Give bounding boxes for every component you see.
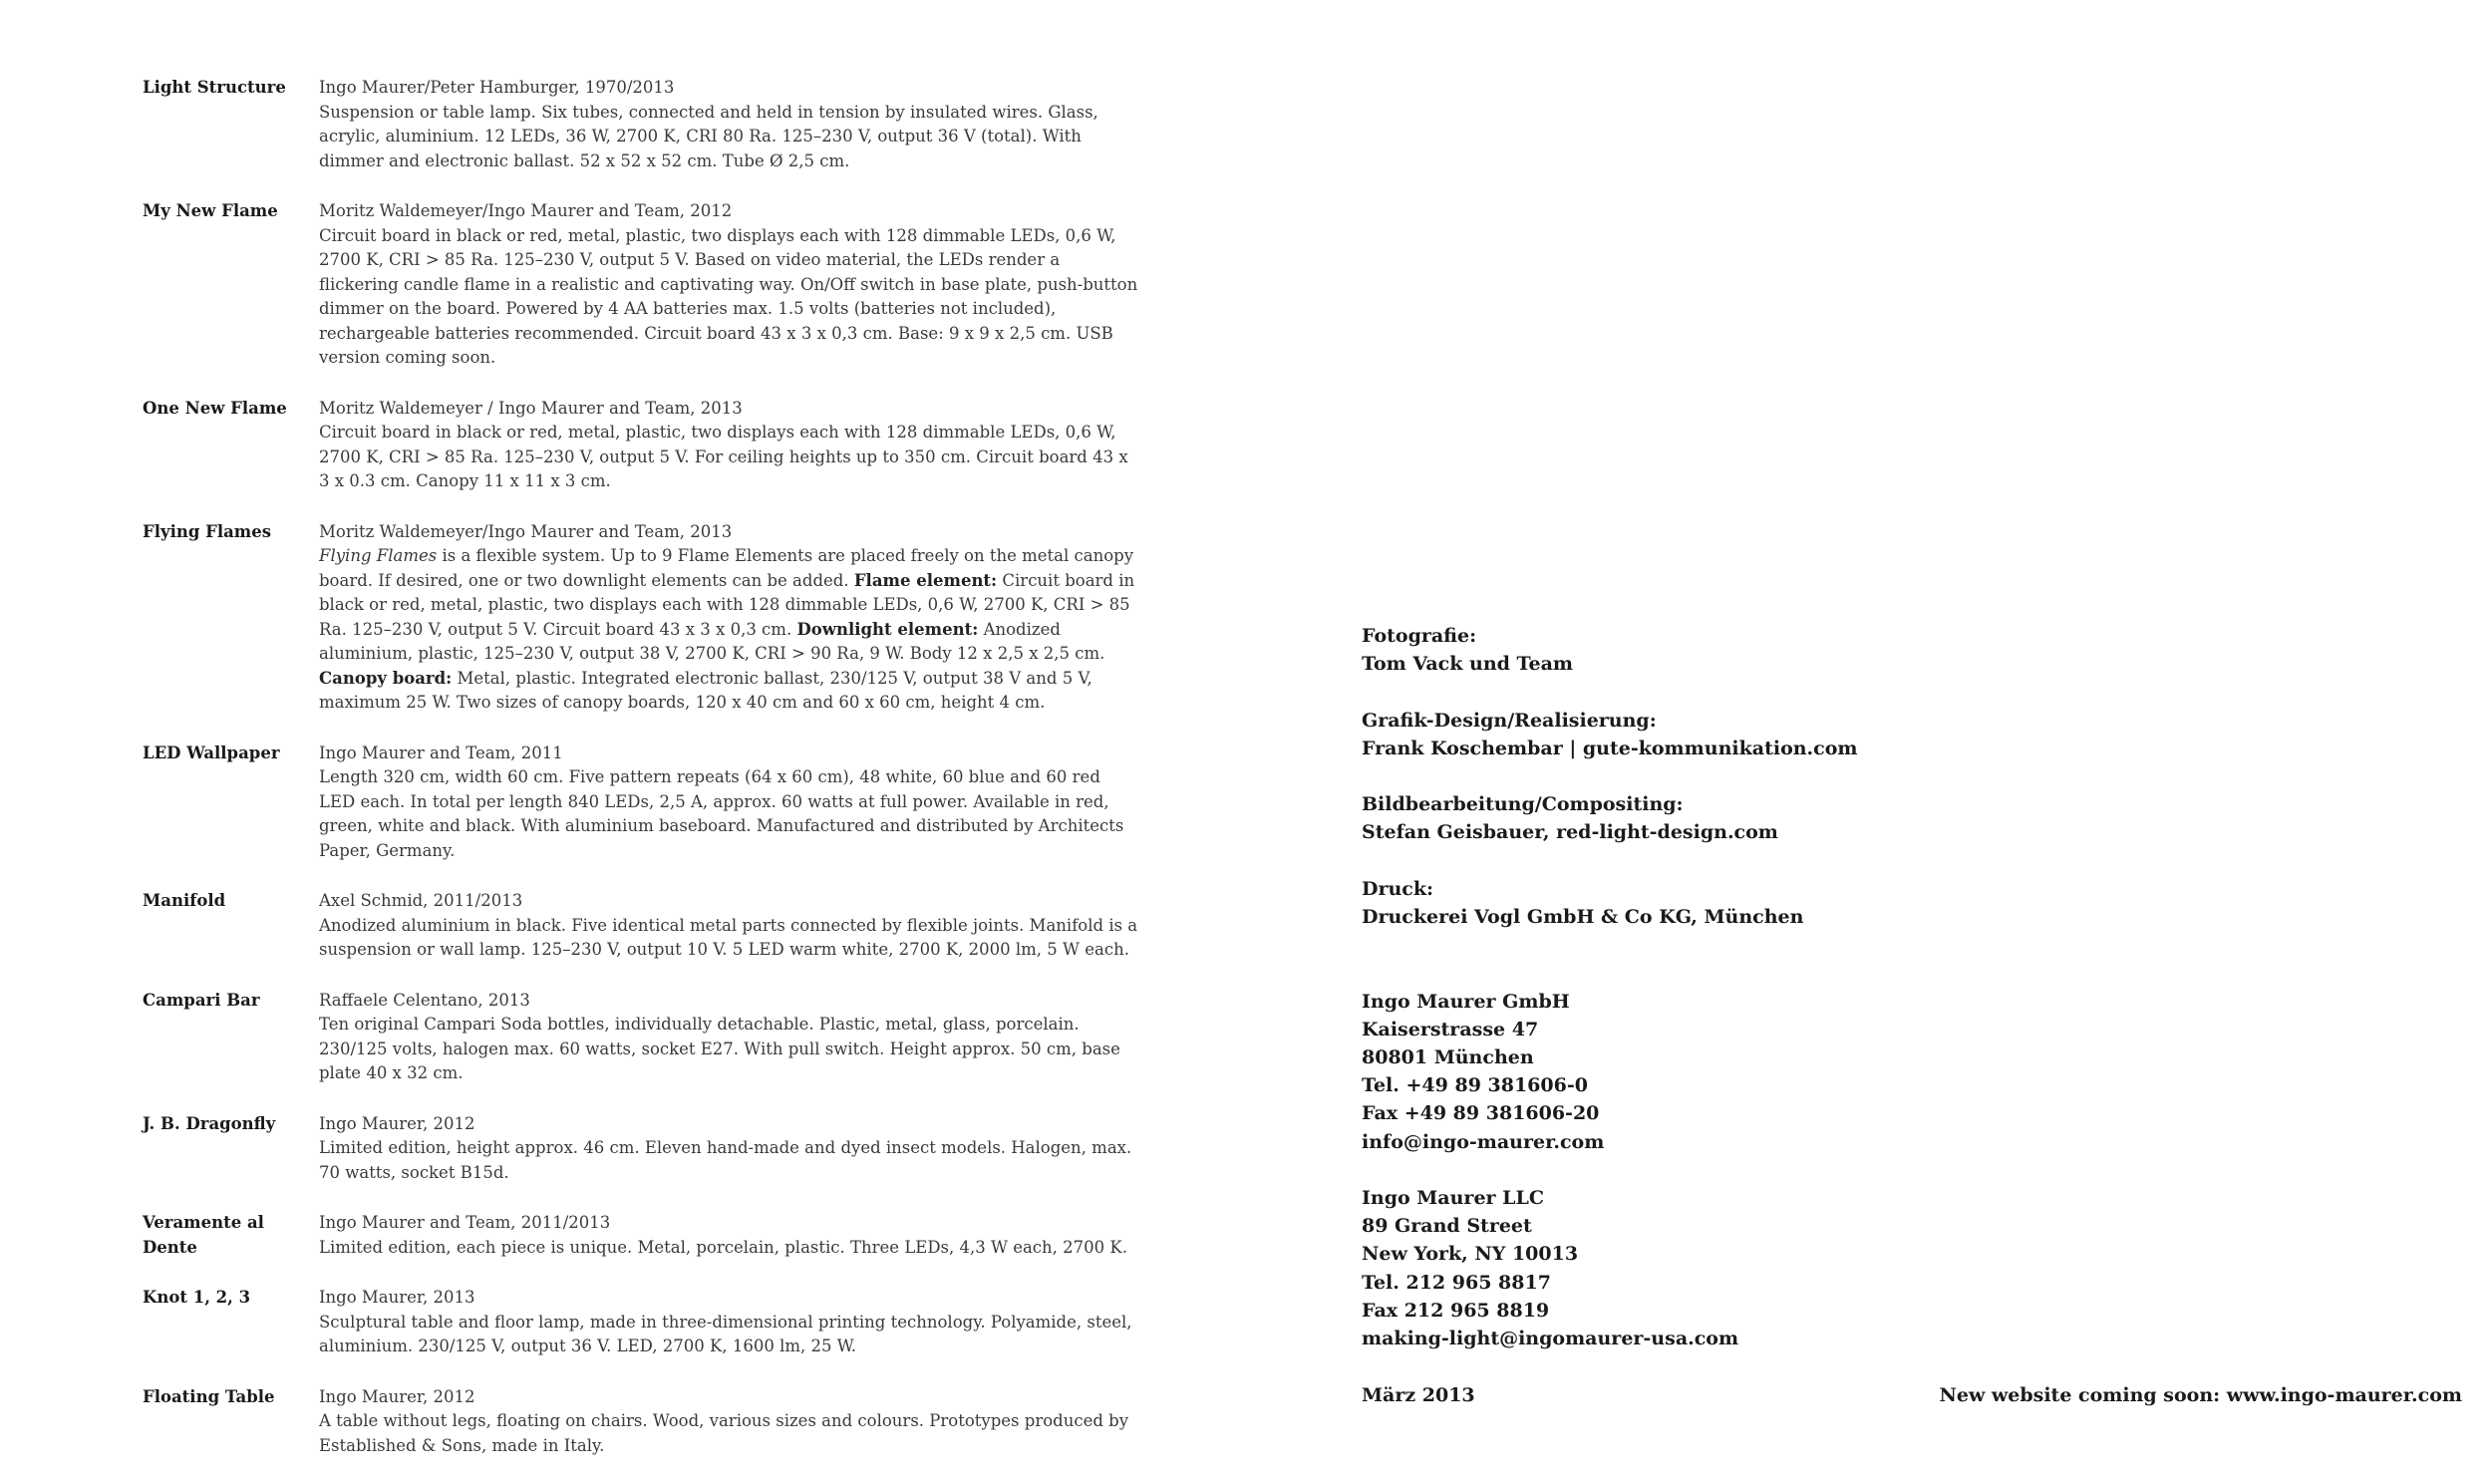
- product-spec-text: [319, 544, 1139, 716]
- product-spec-text: [319, 1136, 1139, 1185]
- address-email: making-light@ingomaurer-usa.com: [1362, 1328, 1739, 1349]
- product-name: LED Wallpaper: [143, 742, 280, 762]
- product-entry: [143, 889, 1139, 963]
- credit-design-value: Frank Koschembar | gute-kommunikation.com: [1362, 737, 1858, 759]
- product-name: Floating Table: [143, 1386, 275, 1406]
- product-designer: Ingo Maurer and Team, 2011: [319, 742, 563, 762]
- spec-text: Metal, plastic. Integrated electronic ballast, 230/125 V, output 38 V and 5 V, maximum 25 W. Two sizes of canopy boards, 120 x 40 cm and 60 x 60 cm, height 4 cm.: [319, 668, 1092, 712]
- product-entry: [143, 1385, 1139, 1459]
- product-entry: [143, 1286, 1139, 1359]
- product-spec-text: [319, 1311, 1139, 1359]
- product-designer: Axel Schmid, 2011/2013: [319, 891, 523, 910]
- product-description: [319, 1385, 1139, 1459]
- product-designer: Moritz Waldemeyer/Ingo Maurer and Team, 2013: [319, 521, 733, 541]
- spec-text: Anodized aluminium in black. Five identical metal parts connected by flexible joints. Manifold is a suspension or wall lamp. 125–230 V, output 10 V. 5 LED warm white, 2700 K, 2000 lm, 5 W each.: [319, 915, 1138, 959]
- product-entry: [143, 76, 1139, 173]
- product-description: [319, 76, 1139, 173]
- product-spec-text: [319, 224, 1139, 371]
- credit-print-value: Druckerei Vogl GmbH & Co KG, München: [1362, 905, 1804, 928]
- spec-heading: Flame element:: [853, 570, 998, 590]
- spec-text: Sculptural table and floor lamp, made in three-dimensional printing technology. Polyamide, steel, aluminium. 230/125 V, output 36 V. LED, 2700 K, 1600 lm, 25 W.: [319, 1312, 1132, 1355]
- address-line: Kaiserstrasse 47: [1362, 1018, 1539, 1040]
- address-llc: [1362, 1184, 2059, 1352]
- product-designer: Moritz Waldemeyer/Ingo Maurer and Team, 2012: [319, 201, 733, 220]
- spec-text: Limited edition, each piece is unique. Metal, porcelain, plastic. Three LEDs, 4,3 W each, 2700 K.: [319, 1237, 1127, 1257]
- product-title-italic: Flying Flames: [319, 546, 438, 565]
- address-phone: Tel. +49 89 381606-0: [1362, 1074, 1588, 1097]
- product-entry: [143, 1211, 1139, 1260]
- credit-photo-value: Tom Vack und Team: [1362, 653, 1573, 676]
- product-designer: Ingo Maurer, 2013: [319, 1288, 475, 1307]
- product-name: One New Flame: [143, 398, 287, 418]
- product-description: [319, 1112, 1139, 1186]
- address-fax: Fax 212 965 8819: [1362, 1299, 1550, 1322]
- product-name: Light Structure: [143, 78, 286, 97]
- product-designer: Ingo Maurer/Peter Hamburger, 1970/2013: [319, 78, 675, 97]
- address-line: 80801 München: [1362, 1045, 1534, 1068]
- product-entry: [143, 397, 1139, 494]
- credit-design: [1362, 707, 2059, 762]
- address-email: info@ingo-maurer.com: [1362, 1130, 1605, 1153]
- product-spec-text: [319, 101, 1139, 174]
- product-spec-text: [319, 1409, 1139, 1458]
- product-designer: Ingo Maurer, 2012: [319, 1386, 475, 1406]
- spec-text: is a flexible system. Up to 9 Flame Elements are placed freely on the metal canopy board. If desired, one or two downlight elements can be added.: [319, 546, 1134, 590]
- product-spec-text: [319, 421, 1139, 494]
- product-description: [319, 199, 1139, 371]
- address-line: 89 Grand Street: [1362, 1215, 1532, 1238]
- product-name: Veramente al Dente: [143, 1213, 264, 1257]
- product-description: [319, 889, 1139, 963]
- product-description: [319, 397, 1139, 494]
- spec-text: Circuit board in black or red, metal, plastic, two displays each with 128 dimmable LEDs, 0,6 W, 2700 K, CRI > 85 Ra. 125–230 V, output 5 V. Circuit board 43 x 3 x 0,3 cm.: [319, 570, 1135, 639]
- address-line: Ingo Maurer LLC: [1362, 1186, 1544, 1209]
- product-designer: Ingo Maurer and Team, 2011/2013: [319, 1213, 611, 1232]
- spec-text: Length 320 cm, width 60 cm. Five pattern repeats (64 x 60 cm), 48 white, 60 blue and 60 red LED each. In total per length 840 LEDs, 2,5 A, approx. 60 watts at full power. Available in red, green, white and black. With aluminium baseboard. Manufactured and distributed by Architects Paper, Germany.: [319, 767, 1124, 860]
- product-description: [319, 520, 1139, 716]
- spec-text: Suspension or table lamp. Six tubes, connected and held in tension by insulated wires. Glass, acrylic, aluminium. 12 LEDs, 36 W, 2700 K, CRI 80 Ra. 125–230 V, output 36 V (total). With dimmer and electronic ballast. 52 x 52 x 52 cm. Tube Ø 2,5 cm.: [319, 102, 1098, 170]
- product-spec-text: [319, 914, 1139, 963]
- product-spec-text: [319, 1236, 1139, 1261]
- footer-date: März 2013: [1362, 1384, 1475, 1406]
- product-entry: [143, 989, 1139, 1086]
- spec-text: Limited edition, height approx. 46 cm. Eleven hand-made and dyed insect models. Halogen, max. 70 watts, socket B15d.: [319, 1138, 1132, 1182]
- address-phone: Tel. 212 965 8817: [1362, 1271, 1551, 1294]
- product-designer: Moritz Waldemeyer / Ingo Maurer and Team, 2013: [319, 398, 743, 418]
- address-line: Ingo Maurer GmbH: [1362, 990, 1570, 1013]
- product-description: [319, 1211, 1139, 1260]
- credit-imaging-label: Bildbearbeitung/Compositing:: [1362, 793, 1684, 816]
- product-spec-text: [319, 765, 1139, 863]
- product-entry: [143, 520, 1139, 716]
- spec-heading: Downlight element:: [796, 619, 979, 639]
- product-spec-text: [319, 1013, 1139, 1086]
- address-gmbh: [1362, 988, 2059, 1156]
- product-name: Campari Bar: [143, 990, 260, 1010]
- product-name: Flying Flames: [143, 521, 272, 541]
- spec-text: Circuit board in black or red, metal, plastic, two displays each with 128 dimmable LEDs, 0,6 W, 2700 K, CRI > 85 Ra. 125–230 V, output 5 V. Based on video material, the LEDs render a flickering candle flame in a realistic and captivating way. On/Off switch in base plate, push-button dimmer on the board. Powered by 4 AA batteries max. 1.5 volts (batteries not included), rechargeable batteries recommended. Circuit board 43 x 3 x 0,3 cm. Base: 9 x 9 x 2,5 cm. USB version coming soon.: [319, 225, 1138, 367]
- spec-text: Anodized aluminium, plastic, 125–230 V, output 38 V, 2700 K, CRI > 90 Ra, 9 W. Body 12 x 2,5 x 2,5 cm.: [319, 619, 1105, 663]
- footer-website: New website coming soon: www.ingo-maurer.com: [1939, 1384, 2462, 1406]
- product-designer: Raffaele Celentano, 2013: [319, 990, 530, 1010]
- credits-column: [1362, 622, 2059, 1380]
- product-entry: [143, 1112, 1139, 1186]
- product-name: J. B. Dragonfly: [143, 1113, 276, 1133]
- credit-print-label: Druck:: [1362, 877, 1434, 900]
- spec-text: A table without legs, floating on chairs. Wood, various sizes and colours. Prototypes produced by Established & Sons, made in Italy.: [319, 1411, 1129, 1455]
- credit-photo-label: Fotografie:: [1362, 625, 1477, 647]
- credit-imaging-value: Stefan Geisbauer, red-light-design.com: [1362, 821, 1778, 844]
- address-fax: Fax +49 89 381606-20: [1362, 1102, 1600, 1125]
- product-list: [143, 76, 1139, 1484]
- product-description: [319, 742, 1139, 864]
- product-name: My New Flame: [143, 201, 278, 220]
- product-description: [319, 1286, 1139, 1359]
- credit-design-label: Grafik-Design/Realisierung:: [1362, 709, 1657, 732]
- product-name: Manifold: [143, 891, 226, 910]
- product-designer: Ingo Maurer, 2012: [319, 1113, 475, 1133]
- product-description: [319, 989, 1139, 1086]
- spec-heading: Canopy board:: [319, 668, 453, 688]
- address-line: New York, NY 10013: [1362, 1243, 1579, 1266]
- credit-photo: [1362, 622, 2059, 678]
- spec-text: Circuit board in black or red, metal, plastic, two displays each with 128 dimmable LEDs, 0,6 W, 2700 K, CRI > 85 Ra. 125–230 V, output 5 V. For ceiling heights up to 350 cm. Circuit board 43 x 3 x 0.3 cm. Canopy 11 x 11 x 3 cm.: [319, 423, 1128, 490]
- credit-imaging: [1362, 790, 2059, 846]
- spec-text: Ten original Campari Soda bottles, individually detachable. Plastic, metal, glass, porcelain. 230/125 volts, halogen max. 60 watts, socket E27. With pull switch. Height approx. 50 cm, base plate 40 x 32 cm.: [319, 1015, 1120, 1082]
- credit-print: [1362, 875, 2059, 931]
- product-name: Knot 1, 2, 3: [143, 1288, 251, 1307]
- product-entry: [143, 199, 1139, 371]
- product-entry: [143, 742, 1139, 864]
